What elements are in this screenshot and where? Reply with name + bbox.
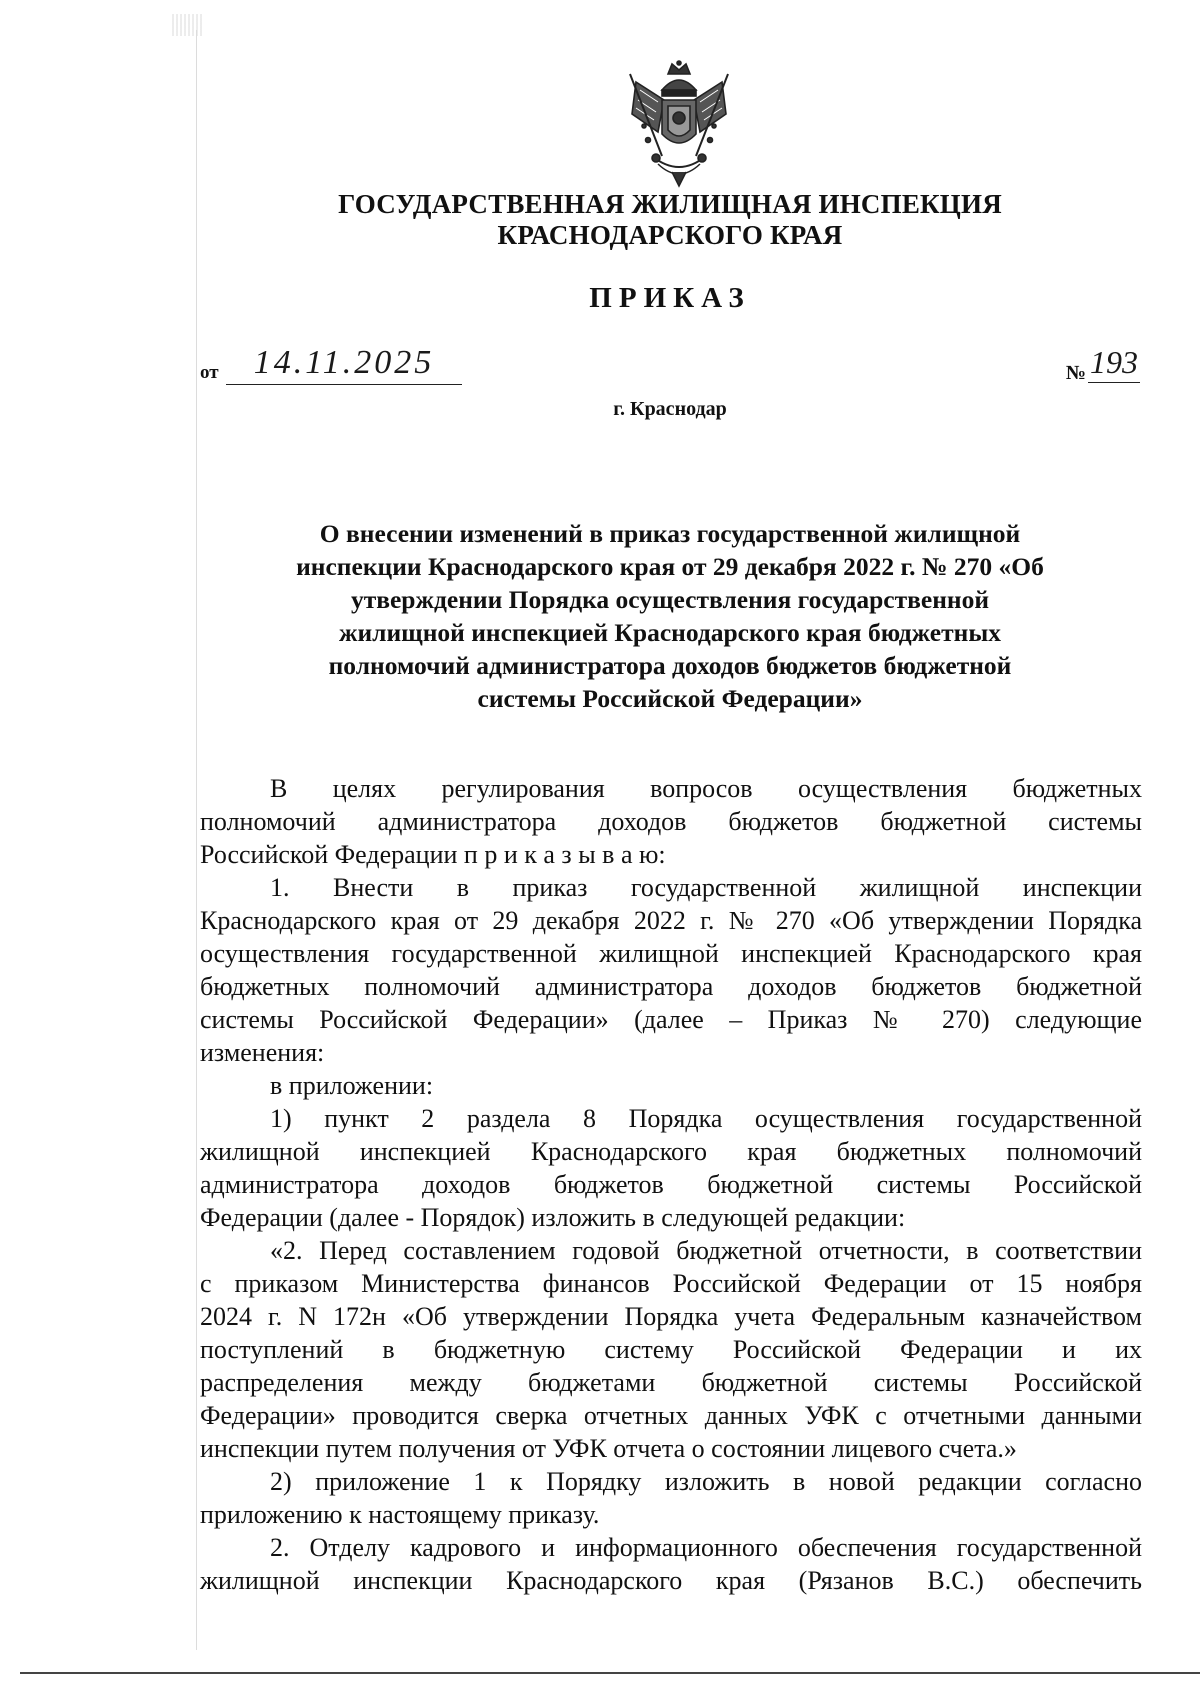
body-line: полномочий администратора доходов бюджетов бюджетной системы (200, 807, 1142, 836)
handwritten-date: 14.11.2025 (226, 344, 462, 385)
body-line: жилищной инспекцией Краснодарского края бюджетных полномочий (200, 1137, 1142, 1166)
body-line: В целях регулирования вопросов осуществления бюджетных (270, 774, 1142, 803)
body-line: системы Российской Федерации» (далее – Приказ № 270) следующие (200, 1005, 1142, 1034)
body-line: осуществления государственной жилищной инспекцией Краснодарского края (200, 939, 1142, 968)
scan-left-edge (196, 30, 197, 1650)
org-name-line1: ГОСУДАРСТВЕННАЯ ЖИЛИЩНАЯ ИНСПЕКЦИЯ (338, 189, 1002, 219)
body-line: 1) пункт 2 раздела 8 Порядка осуществления государственной (270, 1104, 1142, 1133)
body-line: 1. Внести в приказ государственной жилищной инспекции (270, 873, 1142, 902)
body-line: жилищной инспекции Краснодарского края (Рязанов В.С.) обеспечить (200, 1566, 1142, 1595)
title-line: инспекции Краснодарского края от 29 декабря 2022 г. № 270 «Об (296, 552, 1044, 581)
body-line: распределения между бюджетами бюджетной системы Российской (200, 1368, 1142, 1397)
body-line: в приложении: (270, 1071, 434, 1100)
body-line: администратора доходов бюджетов бюджетной системы Российской (200, 1170, 1142, 1199)
krasnodar-krai-coat-of-arms-icon (618, 60, 740, 188)
title-line: утверждении Порядка осуществления государственной (350, 585, 990, 614)
scan-smudge (172, 14, 204, 36)
city: г. Краснодар (613, 398, 727, 420)
org-name-line2: КРАСНОДАРСКОГО КРАЯ (497, 220, 843, 250)
document-type: ПРИКАЗ (589, 282, 751, 314)
body-line: «2. Перед составлением годовой бюджетной отчетности, в соответствии (270, 1236, 1142, 1265)
body-line: бюджетных полномочий администратора доходов бюджетов бюджетной (200, 972, 1142, 1001)
body-line: приложению к настоящему приказу. (200, 1500, 600, 1529)
body-line: с приказом Министерства финансов Российской Федерации от 15 ноября (200, 1269, 1142, 1298)
body-line: Российской Федерации п р и к а з ы в а ю: (200, 840, 666, 869)
handwritten-number: 193 (1088, 344, 1140, 383)
title-line: системы Российской Федерации» (477, 684, 863, 713)
body-line: Краснодарского края от 29 декабря 2022 г. № 270 «Об утверждении Порядка (200, 906, 1142, 935)
body-line: 2. Отделу кадрового и информационного обеспечения государственной (270, 1533, 1142, 1562)
body-line: Федерации» проводится сверка отчетных данных УФК с отчетными данными (200, 1401, 1142, 1430)
body-line: поступлений в бюджетную систему Российской Федерации и их (200, 1335, 1142, 1364)
number-sign: № (1065, 362, 1086, 384)
body-line: 2024 г. N 172н «Об утверждении Порядка учета Федеральным казначейством (200, 1302, 1142, 1331)
title-line: полномочий администратора доходов бюджетов бюджетной (328, 651, 1012, 680)
title-line: жилищной инспекцией Краснодарского края бюджетных (339, 618, 1001, 647)
body-line: Федерации (далее - Порядок) изложить в следующей редакции: (200, 1203, 906, 1232)
date-prefix: от (200, 362, 219, 383)
body-line: 2) приложение 1 к Порядку изложить в новой редакции согласно (270, 1467, 1142, 1496)
title-line: О внесении изменений в приказ государственной жилищной (319, 519, 1021, 548)
body-line: изменения: (200, 1038, 325, 1067)
date-number-row (200, 344, 1140, 394)
body-line: инспекции путем получения от УФК отчета о состоянии лицевого счета.» (200, 1434, 1017, 1463)
scan-bottom-edge (20, 1672, 1200, 1674)
